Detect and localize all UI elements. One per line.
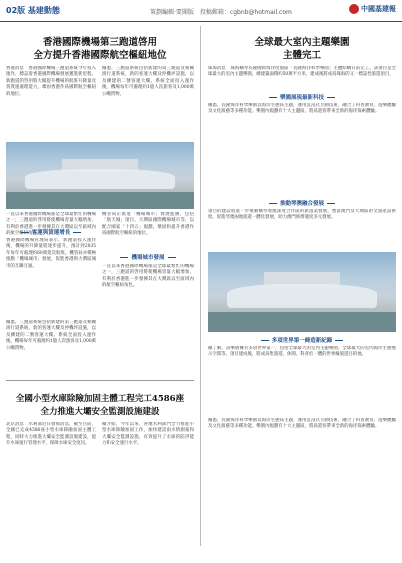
left-headline-1: 香港國際機場第三跑道啓用 [42, 37, 157, 48]
left-headline-4: 全力推進大壩安全監測設施建設 [40, 407, 160, 417]
left-article2-para-2: 據介紹，今年以來，各地水利部門全力推進小型水庫除險加固工作，加快建設雨水情測報和大壩安全監測設施，有效提升了水庫的防洪能力和安全運行水平。 [102, 422, 194, 447]
newspaper-logo [349, 4, 396, 14]
right-article-para-5: 據悉，長隆海洋科學樂園以海洋生態爲主題，運用沉浸式互動技術，融合了科普教育、遊樂體驗及文化演藝等多種功能。樂園內規劃有十大主題區，將爲遊客帶來全新的海洋探索體驗。 [208, 418, 396, 430]
right-headline-2: 主體完工 [282, 50, 321, 61]
left-article-para-1: 香港消息 香港國際機場三跑道系統今年投入運作，標誌着香港國際機場發展邁進新里程。新跑道的啓用將大幅提升機場的航班升降量及客貨運處理能力，鞏固香港作爲國際航空樞紐的地位。 [6, 66, 96, 97]
masthead-info: 策劃編輯·要聞版 投稿郵箱：cgbnb@hotmail.com [150, 9, 292, 16]
left-headline-2: 全方提升香港國際航空樞紐地位 [33, 50, 167, 61]
logo-text: 中國基建報 [361, 5, 396, 13]
left-subhead-1: 客運與貨運增長 [6, 228, 96, 236]
left-article-para-4: 香港國際機場管理局表示，新跑道投入運作後，機場的升降量將逐步提升，預計到2035年每年可處理約60萬架次航班。機管局亦積極推動「機場城市」發展，促進香港與大灣區城市的互聯互通。 [6, 238, 96, 269]
left-article-para-5a: 機管局正推進「機場城市」發展藍圖，包括「航天城」項目、大灣區國際機場城市等，以配合國家「十四五」規劃，鞏固和提升香港作爲國際航空樞紐的地位。 [102, 212, 194, 237]
theme-park-photo [208, 252, 396, 332]
left-article-para-2: 據悉，三跑道系統包括新建的第三跑道及相關滑行道系統，新的客運大樓及停機坪設施，以及擴建的二號客運大樓。系統全面投入運作後，機場每年可處理約1億人次旅客及1,000萬公噸貨物。 [102, 66, 194, 97]
column-divider [200, 26, 201, 546]
airport-photo [6, 142, 194, 209]
right-headline-1: 全球最大室內主題樂園 [254, 37, 350, 48]
right-subhead-2: 推動琴澳融合發展 [208, 199, 396, 207]
left-article-para-6: 據悉，三跑道系統包括新建的第三跑道及相關滑行道系統，新的客運大樓及停機坪設施，以及擴建的二號客運大樓。系統全面投入運作後，機場每年可處理約1億人次旅客及1,000萬公噸貨物。 [6, 320, 96, 351]
left-subhead-2: 機場城市發展 [102, 253, 194, 261]
page-label: 02版 基建動態 [6, 6, 60, 15]
right-subhead-3: 多項世界第一締造新紀錄 [208, 336, 396, 344]
right-article-para-2: 據悉，長隆海洋科學樂園以海洋生態爲主題，運用沉浸式互動技術，融合了科普教育、遊樂體驗及文化演藝等多種功能。樂園內規劃有十大主題區，將爲遊客帶來全新的海洋探索體驗。 [208, 103, 396, 115]
logo-icon [349, 4, 359, 14]
left-article2-para-1: 北京消息 水利部近日發佈消息，截至目前，全國已完成4586座小型水庫除險加固主體工程，同時大力推進大壩安全監測設施建設，提升水庫運行管理水平，保障水庫安全度汛。 [6, 422, 96, 447]
right-article-para-4: 據了解，該樂園擁有多項世界第一，包括全球最大的室內主題樂園、全球最大的室內海洋生態展示空間等。項目建成後，將成爲集旅遊、休閒、科普於一體的世界級旅遊目的地。 [208, 346, 396, 358]
left-article-para-3: 一直以來香港國際機場都是全球最繁忙的機場之一，三跑道的啓用將使機場容量大幅增加，有利於香港進一步發揮其在大灣區以至區域內的航空樞紐角色。 [6, 212, 96, 237]
left-headline-3: 全國小型水庫除險加固主體工程完工4586座 [15, 394, 185, 404]
left-separator [6, 380, 194, 381]
right-article-para-3: 項目的建設將進一步推動橫琴粵澳深度合作區的旅遊業發展，豐富澳門及大灣區的文旅產品供給，促進琴澳兩地旅遊一體化發展，助力澳門經濟適度多元發展。 [208, 209, 396, 221]
masthead [0, 0, 402, 22]
left-article-para-5b: 一直以來香港國際機場都是全球最繁忙的機場之一，三跑道的啓用將使機場容量大幅增加，有利於香港進一步發揮其在大灣區以至區域內的航空樞紐角色。 [102, 264, 194, 289]
right-article-para-1: 珠海消息 珠海橫琴長隆國際海洋度假區「長隆海洋科學樂園」主體結構日前完工。該項目是全球最大的室內主題樂園，總建築面積約50萬平方米，建成後將成爲珠海的又一標誌性旅遊項目。 [208, 66, 396, 78]
right-subhead-1: 樂園展現最新科技 [208, 93, 396, 101]
